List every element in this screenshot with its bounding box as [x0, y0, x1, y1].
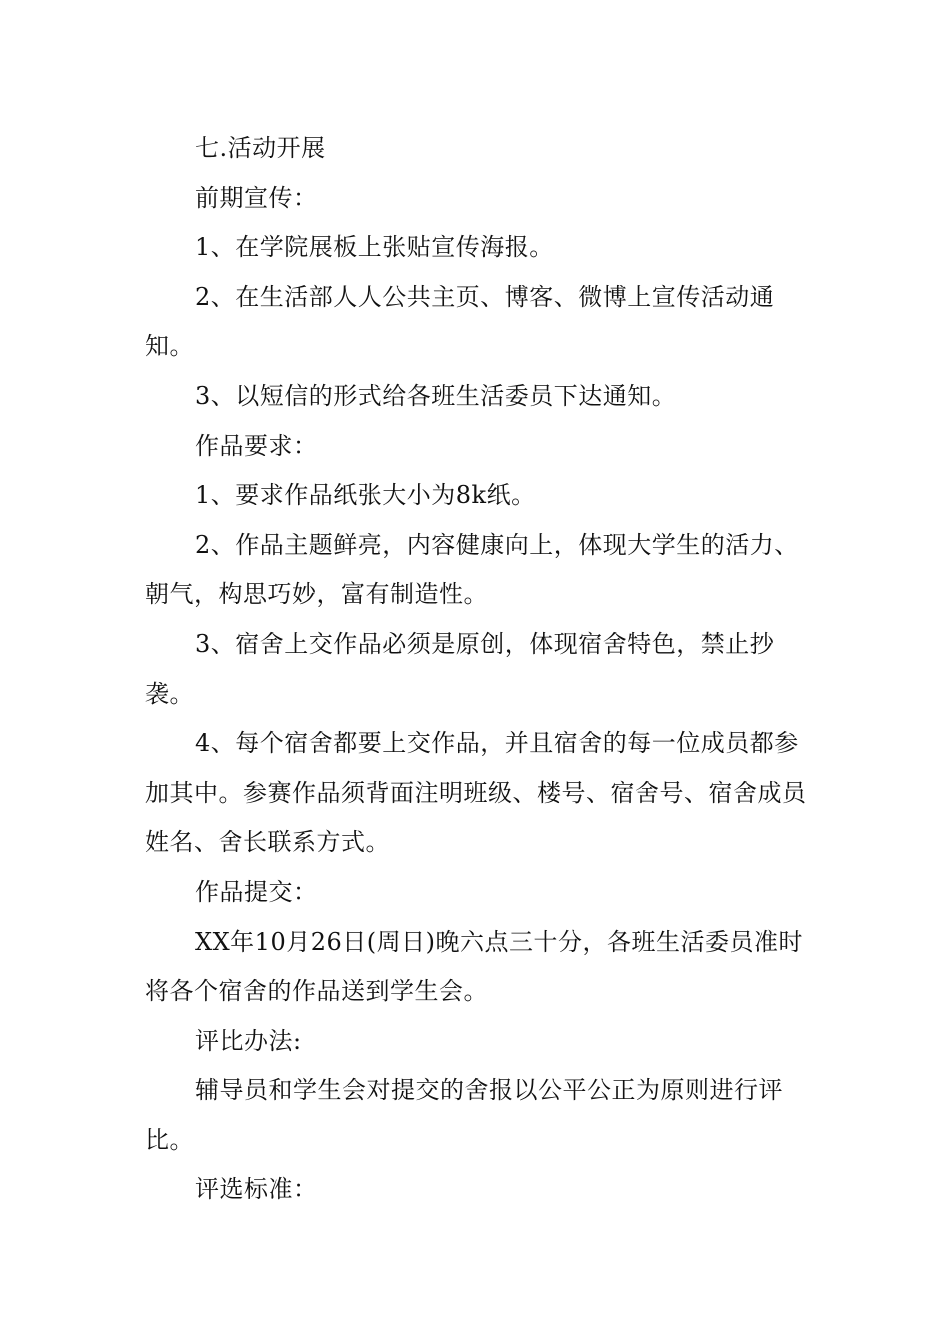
subheading-submission: 作品提交： [195, 877, 318, 906]
requirement-item-3: 3、宿舍上交作品必须是原创，体现宿舍特色，禁止抄袭。 [145, 629, 775, 708]
promotion-item-1: 1、在学院展板上张贴宣传海报。 [195, 233, 554, 262]
evaluation-method-text: 辅导员和学生会对提交的舍报以公平公正为原则进行评比。 [145, 1076, 783, 1154]
promotion-item-3: 3、以短信的形式给各班生活委员下达通知。 [195, 381, 677, 410]
requirement-item-1: 1、要求作品纸张大小为8k纸。 [195, 481, 536, 510]
section-heading-activity: 七.活动开展 [195, 134, 326, 162]
subheading-evaluation-method: 评比办法: [195, 1026, 302, 1055]
subheading-promotion: 前期宣传： [195, 183, 318, 212]
subheading-evaluation-criteria: 评选标准： [195, 1175, 318, 1204]
document-body [145, 124, 810, 1215]
promotion-item-2: 2、在生活部人人公共主页、博客、微博上宣传活动通知。 [145, 282, 775, 361]
subheading-requirements: 作品要求： [195, 431, 318, 460]
requirement-item-4: 4、每个宿舍都要上交作品，并且宿舍的每一位成员都参加其中。参赛作品须背面注明班级、楼号、宿舍号、宿舍成员姓名、舍长联系方式。 [145, 729, 807, 857]
requirement-item-2: 2、作品主题鲜亮，内容健康向上，体现大学生的活力、朝气，构思巧妙，富有制造性。 [145, 530, 799, 609]
submission-text: XX年10月26日(周日)晚六点三十分，各班生活委员准时将各个宿舍的作品送到学生会。 [145, 927, 803, 1006]
